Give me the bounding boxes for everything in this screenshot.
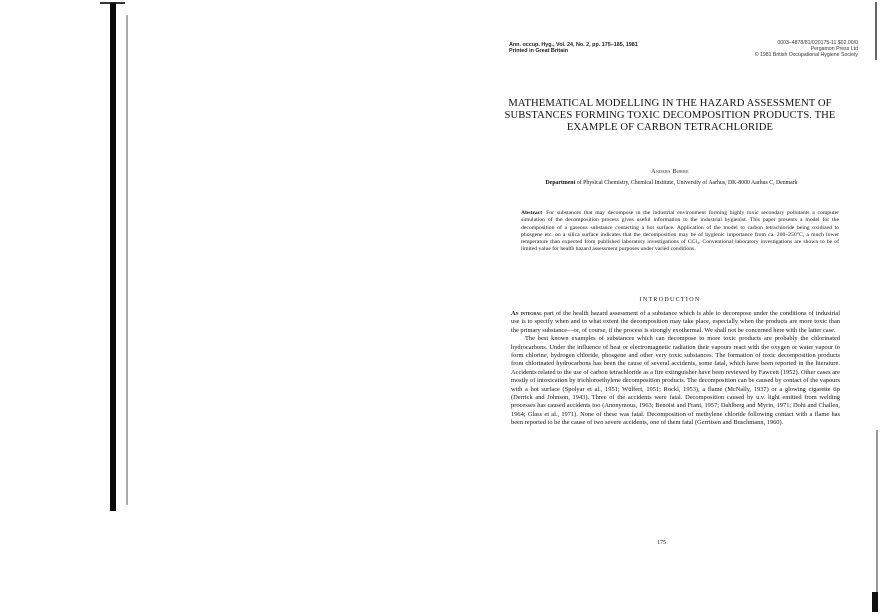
abstract (521, 210, 839, 254)
publisher: Pergamon Press Ltd (810, 46, 858, 52)
abstract-label: Abstract (521, 210, 543, 216)
section-heading: INTRODUCTION (639, 297, 701, 303)
affiliation-department: Department (545, 180, 576, 186)
page-edge-top (875, 2, 877, 60)
journal-line-1: Ann. occup. Hyg., Vol. 24, No. 2, pp. 175–185, 1981 (509, 42, 638, 48)
book-gutter-line (126, 15, 128, 505)
paragraph-2: The best known examples of substances which can decompose to more toxic products are probably the chlorinated hydrocarbons. Under the influence of heat or electromagnetic radiation their vapours react with the oxygen or water vapour to form chlorine, hydrogen chloride, phosgene and other very toxic substances. The formation of toxic decomposition products from chlorinated hydrocarbons has been the cause of several accidents, some fatal, which have been reported in the literature. Accidents related to the use of carbon tetrachloride as a fire extinguisher have been reviewed by Fawcett (1952). Other cases are mostly of intoxication by trichloroethylene decomposition products. The decomposition can be caused by contact of the vapours with a hot surface (Spolyar et al., 1951; Wülfert, 1951; Rockl, 1953), a flame (McNally, 1937) or a glowing cigarette tip (Derrick and Johnson, 1943). Three of the accidents were fatal. Decomposition caused by u.v. light emitted from welding processes has caused accidents too (Anonymous, 1963; Benoist and Frant, 1957; Dahlberg and Myrin, 1971; Dohi and Challen, 1964; Glass et al., 1971). None of these was fatal. Decomposition of methylene chloride following contact with a flame has been reported to be the cause of two severe accidents, one of them fatal (Gerritsen and Buschmann, 1960). (511, 335, 840, 427)
paragraph-1 (511, 310, 840, 335)
page-edge-block (872, 592, 878, 612)
paragraph-1-text: part of the health hazard assessment of a substance which is able to decompose under the conditions of industrial use is to specify when and to what extent the decomposition may take place, especially when the products are more toxic than the primary substance—or, of course, if the process is strongly exothermal. We shall not be concerned here with the latter case. (511, 310, 840, 334)
paper-title: MATHEMATICAL MODELLING IN THE HAZARD ASSESSMENT OF SUBSTANCES FORMING TOXIC DECOMPOSITION PRODUCTS. THE EXAMPLE OF CARBON TETRACHLORIDE (504, 98, 836, 134)
copyright: © 1981 British Occupational Hygiene Society (754, 52, 858, 58)
page-edge-bottom (876, 430, 878, 610)
affiliation (505, 180, 838, 188)
abstract-text: For substances that may decompose in the industrial environment forming highly toxic secondary pollutants a computer simulation of the decomposition process gives useful information to the industrial hygienist. This paper presents a model for the decomposition of a gaseous substance contacting a hot surface. Application of the model to carbon tetrachloride being oxidized to phosgene etc. on a silica surface indicates that the decomposition may be of hygienic importance from ca. 200–250°C, a much lower temperature than expected from published laboratory investigations of CCl₄. Conventional laboratory investigations are shown to be of limited value for health hazard assessment purposes under varied conditions. (521, 210, 839, 253)
page-number: 175 (657, 540, 666, 546)
issn: 0003–4878/81/020175-11 $02.00/0 (777, 40, 858, 46)
paragraph-lead: An integral (511, 310, 542, 317)
body-text (511, 310, 840, 428)
publisher-info (755, 40, 858, 58)
journal-line-2: Printed in Great Britain (509, 48, 569, 55)
author: Anders Børre (651, 168, 689, 175)
affiliation-rest: of Physical Chemistry, Chemical Institute, University of Aarhus, DK-8000 Aarhus C, Denmark (575, 180, 798, 186)
journal-citation (509, 42, 638, 54)
book-spine (110, 3, 116, 511)
